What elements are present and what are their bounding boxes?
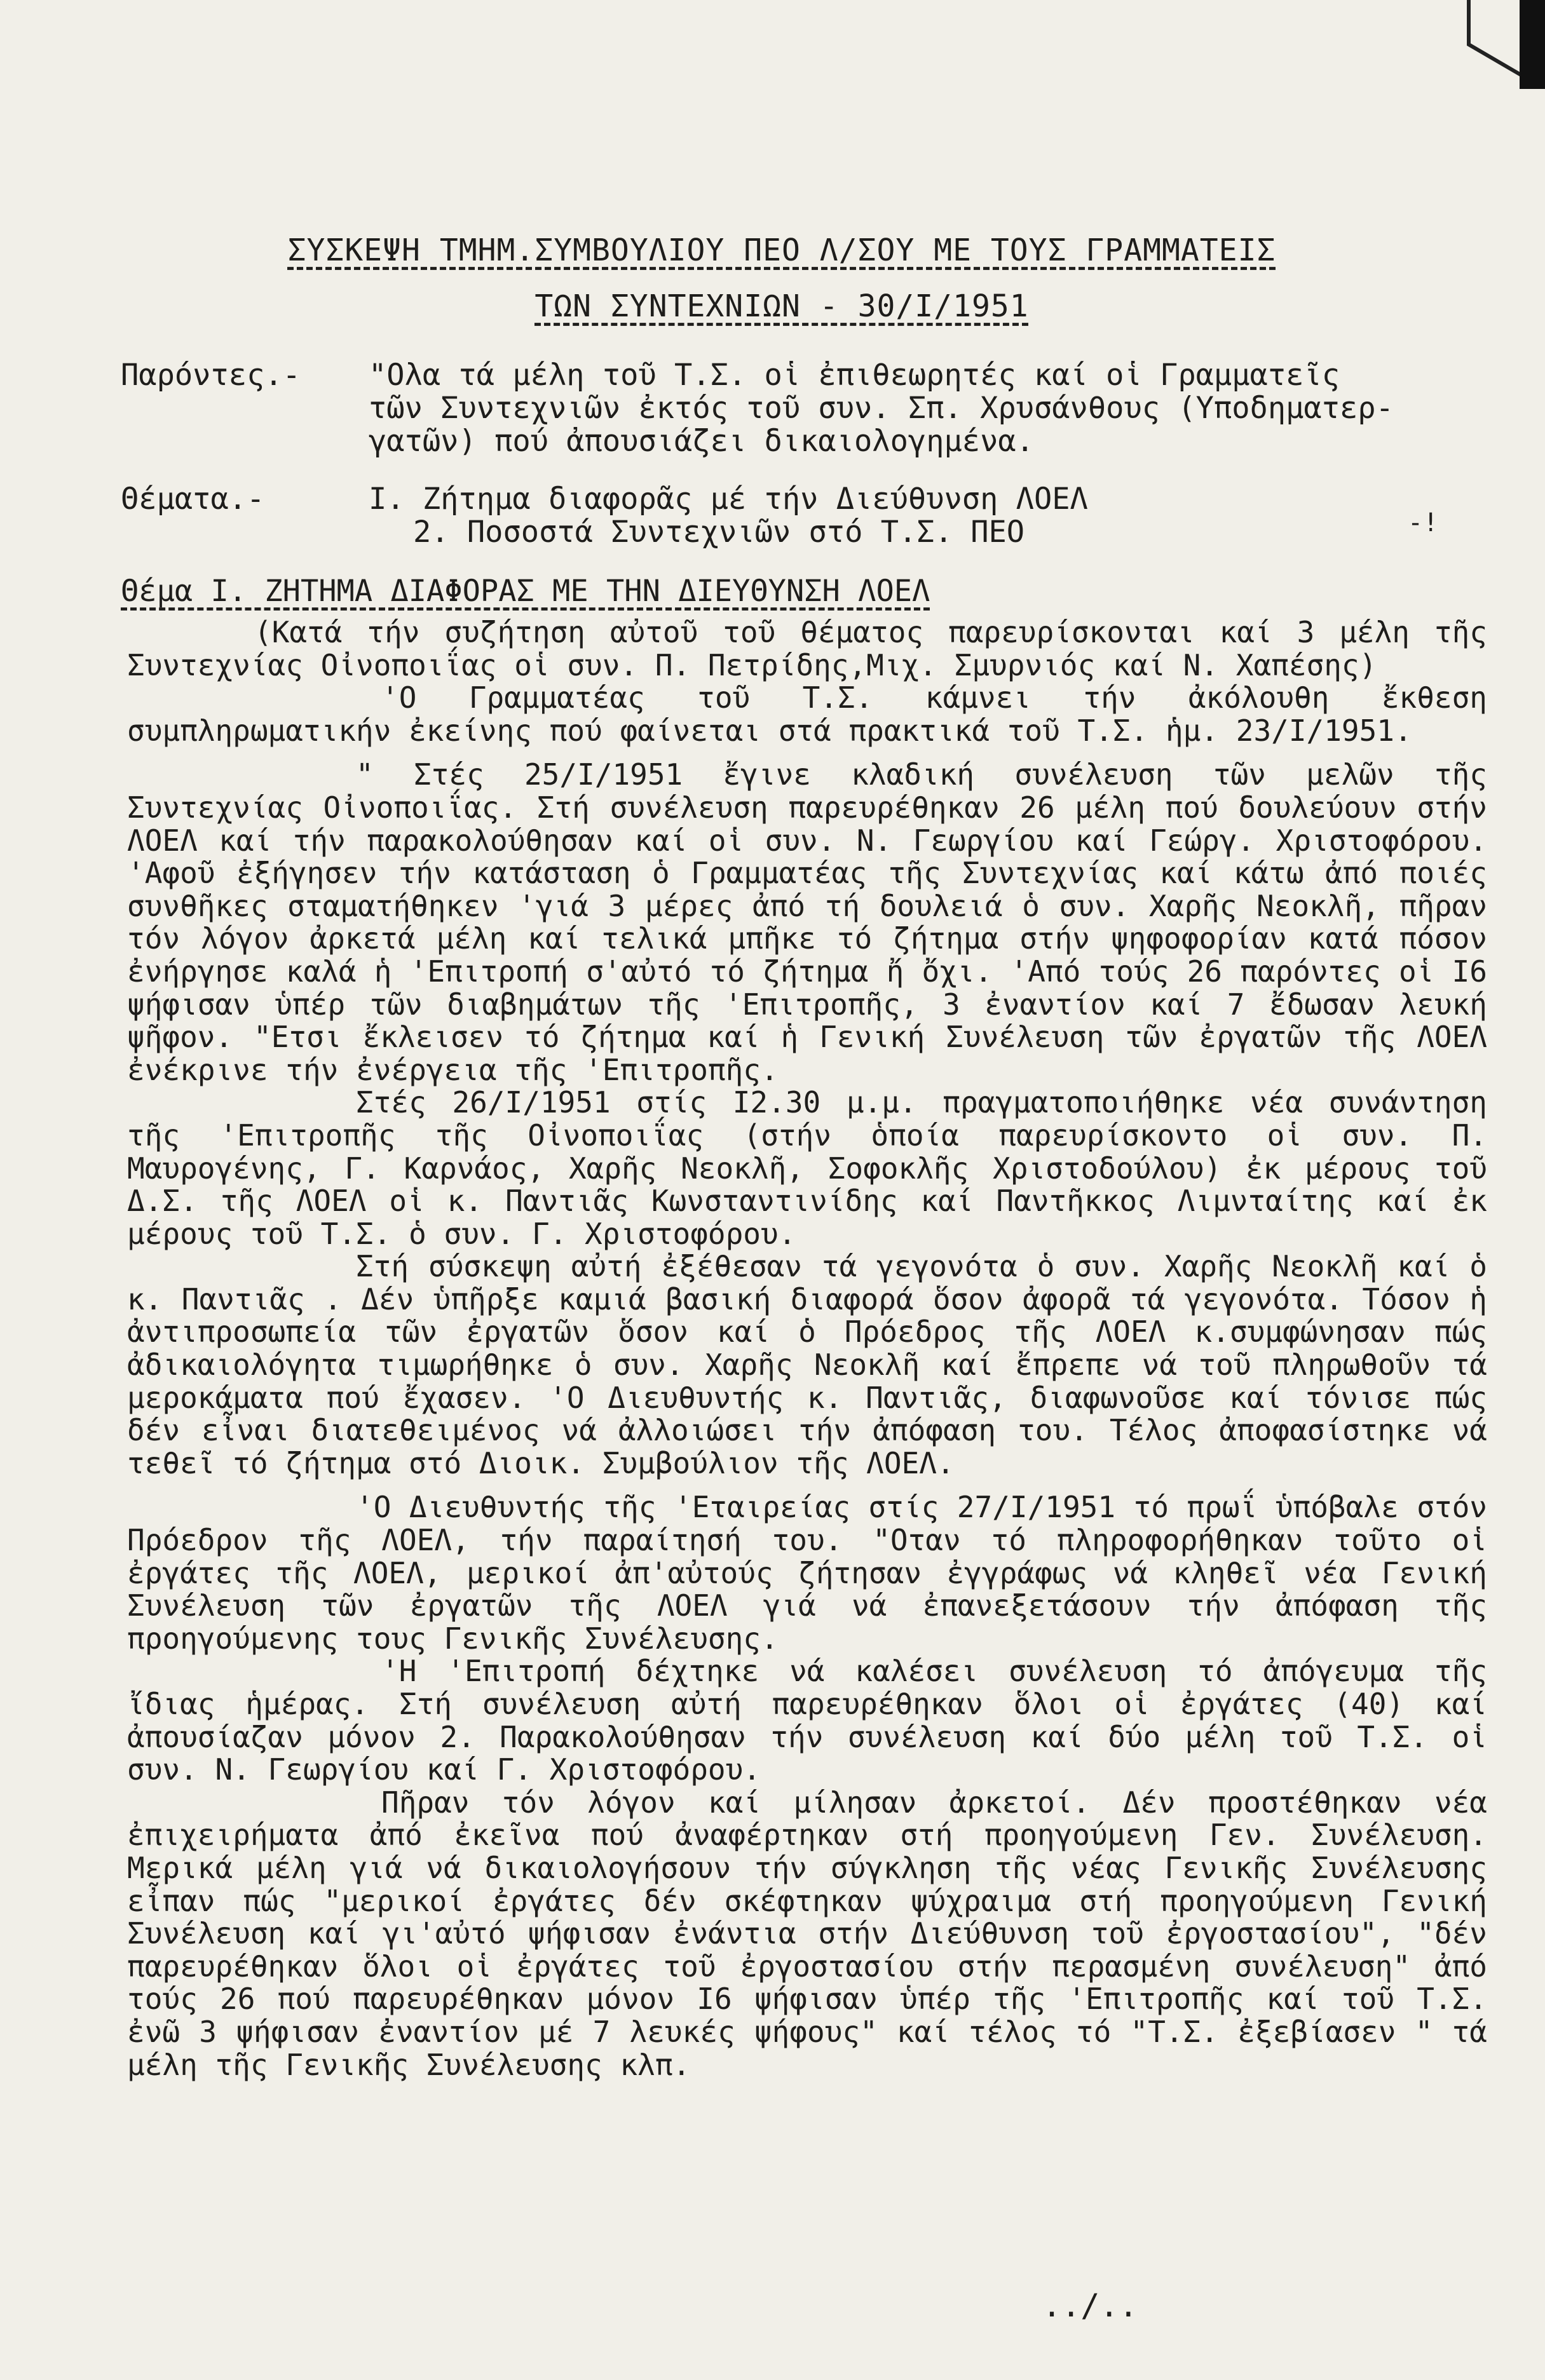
- section-1-body: [127, 616, 1487, 2081]
- present-label: Παρόντες.-: [121, 358, 301, 393]
- paragraph-2: 'Ο Γραμματέας τοῦ Τ.Σ. κάμνει τήν ἀκόλουθη ἔκθεση συμπληρωματικήν ἐκείνης πού φαίνεται στά πρακτικά τοῦ Τ.Σ. ἡμ. 23/Ι/1951.: [127, 680, 1487, 748]
- paragraph-1: (Κατά τήν συζήτηση αὐτοῦ τοῦ θέματος παρευρίσκονται καί 3 μέλη τῆς Συντεχνίας Οἰνοποιΐας οἱ συν. Π. Πετρίδης,Μιχ. Σμυρνιός καί Ν. Χαπέσης): [127, 615, 1487, 682]
- title-line-2: ΤΩΝ ΣΥΝΤΕΧΝΙΩΝ - 30/Ι/1951: [534, 288, 1029, 324]
- document-title: [242, 222, 1322, 334]
- present-line-3: γατῶν) πού ἀπουσιάζει δικαιολογημένα.: [369, 424, 1034, 459]
- topics-block: [121, 483, 1487, 549]
- paragraph-7: 'Η 'Επιτροπή δέχτηκε νά καλέσει συνέλευση τό ἀπόγευμα τῆς ἴδιας ἡμέρας. Στή συνέλευση αὐτή παρευρέθηκαν ὅλοι οἱ ἐργάτες (40) καί ἀπουσίαζαν μόνον 2. Παρακολούθησαν τήν συνέλευση καί δύο μέλη τοῦ Τ.Σ. οἱ συν. Ν. Γεωργίου καί Γ. Χριστοφόρου.: [127, 1654, 1487, 1787]
- paragraph-8: Πῆραν τόν λόγον καί μίλησαν ἀρκετοί. Δέν προστέθηκαν νέα ἐπιχειρήματα ἀπό ἐκεῖνα πού ἀναφέρτηκαν στή προηγούμενη Γεν. Συνέλευση. Μερικά μέλη γιά νά δικαιολογήσουν τήν σύγκληση τῆς νέας Γενικῆς Συνέλευσης εἶπαν πώς "μερικοί ἐργάτες δέν σκέφτηκαν ψύχραιμα στή προηγούμενη Γενική Συνέλευση καί γι'αὐτό ψήφισαν ἐνάντια στήν Διεύθυνση τοῦ ἐργοστασίου", "δέν παρευρέθηκαν ὅλοι οἱ ἐργάτες τοῦ ἐργοστασίου στήν περασμένη συνέλευση" ἀπό τούς 26 πού παρευρέθηκαν μόνον Ι6 ψήφισαν ὑπέρ τῆς 'Επιτροπῆς καί τοῦ Τ.Σ. ἐνῶ 3 ψήφισαν ἐναντίον μέ 7 λευκές ψήφους" καί τέλος τό "Τ.Σ. ἐξεβίασεν " τά μέλη τῆς Γενικῆς Συνέλευσης κλπ.: [127, 1785, 1487, 2082]
- topic-item-2: 2. Ποσοστά Συντεχνιῶν στό Τ.Σ. ΠΕΟ: [413, 515, 1025, 550]
- paragraph-5: Στή σύσκεψη αὐτή ἐξέθεσαν τά γεγονότα ὁ συν. Χαρῆς Νεοκλῆ καί ὁ κ. Παντιᾶς . Δέν ὑπῆρξε καμιά βασική διαφορά ὅσον ἀφορᾶ τά γεγονότα. Τόσον ἡ ἀντιπροσωπεία τῶν ἐργατῶν ὅσον καί ὁ Πρόεδρος τῆς ΛΟΕΛ κ.συμφώνησαν πώς ἀδικαιολόγητα τιμωρήθηκε ὁ συν. Χαρῆς Νεοκλῆ καί ἔπρεπε νά τοῦ πληρωθοῦν τά μεροκάματα πού ἔχασεν. 'Ο Διευθυντής κ. Παντιᾶς, διαφωνοῦσε καί τόνισε πώς δέν εἶναι διατεθειμένος νά ἀλλοιώσει τήν ἀπόφαση του. Τέλος ἀποφασίστηκε νά τεθεῖ τό ζήτημα στό Διοικ. Συμβούλιον τῆς ΛΟΕΛ.: [127, 1249, 1487, 1480]
- title-line-1: ΣΥΣΚΕΨΗ ΤΜΗΜ.ΣΥΜΒΟΥΛΙΟΥ ΠΕΟ Λ/ΣΟΥ ΜΕ ΤΟΥΣ ΓΡΑΜΜΑΤΕΙΣ: [287, 233, 1276, 268]
- section-1-heading: Θέμα Ι. ΖΗΤΗΜΑ ΔΙΑΦΟΡΑΣ ΜΕ ΤΗΝ ΔΙΕΥΘΥΝΣΗ ΛΟΕΛ: [121, 574, 930, 609]
- present-line-2: τῶν Συντεχνιῶν ἐκτός τοῦ συν. Σπ. Χρυσάνθους (Υποδηματερ-: [369, 391, 1394, 426]
- topics-label: Θέματα.-: [121, 482, 265, 517]
- present-line-1: "Ολα τά μέλη τοῦ Τ.Σ. οἱ ἐπιθεωρητές καί οἱ Γραμματεῖς: [369, 358, 1340, 393]
- corner-fold-mark: [1443, 0, 1545, 89]
- topic-item-1: Ι. Ζήτημα διαφορᾶς μέ τήν Διεύθυνση ΛΟΕΛ: [369, 482, 1088, 517]
- paragraph-3: " Στές 25/Ι/1951 ἔγινε κλαδική συνέλευση τῶν μελῶν τῆς Συντεχνίας Οἰνοποιΐας. Στή συνέλευση παρευρέθηκαν 26 μέλη πού δουλεύουν στήν ΛΟΕΛ καί τήν παρακολούθησαν καί οἱ συν. Ν. Γεωργίου καί Γεώργ. Χριστοφόρου. 'Αφοῦ ἐξήγησεν τήν κατάσταση ὁ Γραμματέας τῆς Συντεχνίας καί κάτω ἀπό ποιές συνθῆκες σταματήθηκεν 'γιά 3 μέρες ἀπό τή δουλειά ὁ συν. Χαρῆς Νεοκλῆ, πῆραν τόν λόγον ἀρκετά μέλη καί τελικά μπῆκε τό ζήτημα στήν ψηφοφορίαν κατά πόσον ἐνήργησε καλά ἡ 'Επιτροπή σ'αὐτό τό ζήτημα ἤ ὄχι. 'Από τούς 26 παρόντες οἱ Ι6 ψήφισαν ὑπέρ τῶν διαβημάτων τῆς 'Επιτροπῆς, 3 ἐναντίον καί 7 ἔδωσαν λευκή ψῆφον. "Ετσι ἔκλεισεν τό ζήτημα καί ἡ Γενική Συνέλευση τῶν ἐργατῶν τῆς ΛΟΕΛ ἐνέκρινε τήν ἐνέργεια τῆς 'Επιτροπῆς.: [127, 757, 1487, 1087]
- margin-tick-mark: -!: [1408, 508, 1439, 538]
- present-block: [121, 359, 1487, 458]
- continuation-mark: ../..: [1042, 2287, 1138, 2324]
- paragraph-6: 'Ο Διευθυντής τῆς 'Εταιρείας στίς 27/Ι/1951 τό πρωΐ ὑπόβαλε στόν Πρόεδρον τῆς ΛΟΕΛ, τήν παραίτησή του. "Οταν τό πληροφορήθηκαν τοῦτο οἱ ἐργάτες τῆς ΛΟΕΛ, μερικοί ἀπ'αὐτούς ζήτησαν ἐγγράφως νά κληθεῖ νέα Γενική Συνέλευση τῶν ἐργατῶν τῆς ΛΟΕΛ γιά νά ἐπανεξετάσουν τήν ἀπόφαση τῆς προηγούμενης τους Γενικῆς Συνέλευσης.: [127, 1490, 1487, 1656]
- paragraph-4: Στές 26/Ι/1951 στίς Ι2.30 μ.μ. πραγματοποιήθηκε νέα συνάντηση τῆς 'Επιτροπῆς τῆς Οἰνοποιΐας (στήν ὁποία παρευρίσκοντο οἱ συν. Π. Μαυρογένης, Γ. Καρνάος, Χαρῆς Νεοκλῆ, Σοφοκλῆς Χριστοδούλου) ἐκ μέρους τοῦ Δ.Σ. τῆς ΛΟΕΛ οἱ κ. Παντιᾶς Κωνσταντινίδης καί Παντῆκκος Λιμνταίτης καί ἐκ μέρους τοῦ Τ.Σ. ὁ συν. Γ. Χριστοφόρου.: [127, 1085, 1487, 1251]
